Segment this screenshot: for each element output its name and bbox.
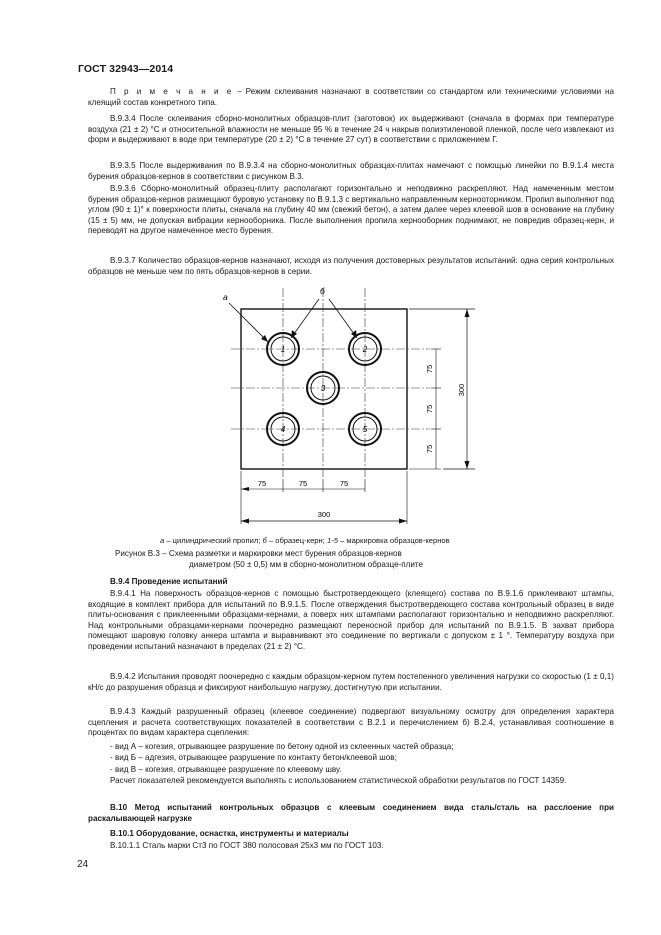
paragraph-b937: В.9.3.7 Количество образцов-кернов назначают, исходя из получения достоверных результатов испытаний: одна серия контрольных образцов не меньше чем по пять образцов-кернов в серии. — [88, 256, 614, 276]
legend-a-letter: а — [160, 536, 165, 545]
core-number-1: 1 — [280, 345, 286, 354]
note-text: – Режим склеивания назначают в соответствии со стандартом или техническими условиями на клеящий состав конкретного типа. — [88, 87, 615, 107]
page-number: 24 — [77, 859, 89, 870]
figure-caption-line2: диаметром (50 ± 0,5) мм в сборно-монолитном образце-плите — [189, 559, 424, 569]
leader-line-b2 — [329, 299, 357, 338]
paragraph-b934: В.9.3.4 После склеивания сборно-монолитных образцов-плит (заготовок) их выдерживают (сначала в формах при температуре воздуха (21 ± 2) °С и относительной влажности не меньше 95 % в течение 24 ч накрыв полиэтиленовой пленкой, после чего извлекают из форм и выдерживают в воде при температуре (20 ± 2) °С в течение 27 сут) в соответствии с приложением Г. — [88, 114, 614, 144]
arrow-v-top — [465, 309, 470, 317]
dim-h-total: 300 — [317, 510, 331, 519]
figure-b3-drilling-scheme — [205, 284, 505, 534]
dim-v-1: 75 — [425, 364, 434, 374]
legend-n-letter: 1-5 — [326, 536, 338, 545]
dim-v-total: 300 — [457, 383, 466, 397]
legend-b-letter: б — [262, 536, 267, 545]
dim-h-2: 75 — [298, 479, 308, 488]
leader-label-b: б — [320, 286, 325, 296]
paragraph-b943: В.9.4.3 Каждый разрушенный образец (клеевое соединение) подвергают визуальному осмотру для определения характера сцепления и расчета соответствующих показателей в соответствии с В.2.1 и перечислением б) В.2.4, устанавливая соотношение в процентах по видам характера сцепления: — [88, 707, 614, 737]
document-header: ГОСТ 32943—2014 — [78, 63, 174, 75]
list-item: - вид А – когезия, отрывающее разрушение по бетону одной из склеенных частей образца; — [110, 742, 454, 751]
dim-v-3: 75 — [425, 444, 434, 454]
list-item: - вид Б – адгезия, отрывающее разрушение по контакту бетон/клеевой шов; — [110, 753, 397, 762]
core-number-4: 4 — [280, 425, 286, 434]
paragraph-b936: В.9.3.6 Сборно-монолитный образец-плиту располагают горизонтально и неподвижно раскрепляют. Над намеченным местом бурения образцов-кернов размещают буровую установку по В.9.1.3 с вертикально направленным кернооторником. Пропил выполняют под углом (90 ± 1)° к поверхности плиты, сначала на глубину 40 мм (свежий бетон), а затем далее через клеевой шов в основание на глубину (15 ± 5) мм, не допуская вибрации кернооборника. После выполнения пропила кернооборник поднимают, не повредив образец-керн, и переводят на другое намеченное место бурения. — [88, 184, 614, 235]
arrow-h-start — [241, 487, 249, 491]
arrow-v-bottom — [465, 461, 470, 469]
core-number-5: 5 — [362, 425, 368, 434]
paragraph-b1011: В.10.1.1 Сталь марки Ст3 по ГОСТ 380 полосовая 25х3 мм по ГОСТ 103. — [110, 841, 384, 850]
dim-v-2: 75 — [425, 404, 434, 414]
paragraph-b941: В.9.4.1 На поверхность образцов-кернов с помощью быстротвердеющего (клеящего) состава по В.9.1.6 приклеивают штампы, входящие в комплект прибора для испытаний по В.9.1.5. После отверждения быстротвердеющего состава контрольный образец в виде плиты-основания с приклеенными образцами-кернами, а поверх них штампами располагают горизонтально и неподвижно раскрепляют. Над контрольными образцами-кернами поочередно размещают переносной прибор для испытаний по В.9.1.5. В захват прибора помещают шаровую головку анкера штампа и выравнивают это соединение по вертикали с допуском ± 1 °. Температуру воздуха при проведении испытаний назначают в пределах (21 ± 2) °С. — [88, 589, 614, 651]
core-number-3: 3 — [320, 384, 326, 393]
heading-b10: В.10 Метод испытаний контрольных образцов с клеевым соединением вида сталь/сталь на расслоение при раскалывающей нагрузке — [88, 803, 614, 823]
legend-a-text: – цилиндрический пропил; — [164, 536, 263, 545]
legend-b-text: – образец-керн; — [266, 536, 327, 545]
dim-h-3: 75 — [339, 479, 349, 488]
figure-caption — [115, 549, 526, 570]
heading-b94: В.9.4 Проведение испытаний — [110, 577, 228, 586]
figure-caption-line1: Рисунок В.3 – Схема разметки и маркировки мест бурения образцов-кернов — [115, 549, 402, 558]
core-number-2: 2 — [362, 345, 368, 354]
paragraph-b935: В.9.3.5 После выдерживания по В.9.3.4 на сборно-монолитных образцах-плитах намечают с помощью линейки по В.9.1.4 места бурения образцов-кернов в соответствии с рисунком В.3. — [88, 161, 614, 181]
center-lines — [231, 288, 430, 480]
figure-legend — [160, 536, 450, 545]
note — [88, 87, 614, 108]
leader-label-a: а — [223, 292, 228, 302]
legend-n-text: – маркировка образцов-кернов — [337, 536, 450, 545]
heading-b101: В.10.1 Оборудование, оснастка, инструменты и материалы — [110, 829, 349, 838]
paragraph-b942: В.9.4.2 Испытания проводят поочередно с каждым образцом-керном путем постепенного увеличения нагрузки со скоростью (1 ± 0,1) кН/с до разрушения образца и фиксируют наибольшую нагрузку, достигнутую при испытании. — [88, 672, 614, 692]
arrow-h-left — [241, 519, 249, 524]
arrow-h-right — [399, 519, 407, 524]
note-label: П р и м е ч а н и е — [110, 87, 234, 96]
paragraph-calc: Расчет показателей рекомендуется выполнять с использованием статистической обработки результатов по ГОСТ 14359. — [110, 776, 567, 785]
dim-h-1: 75 — [257, 479, 267, 488]
list-item: - вид В – когезия, отрывающее разрушение по клеевому шву. — [110, 765, 342, 774]
leader-line-b1 — [291, 299, 319, 338]
